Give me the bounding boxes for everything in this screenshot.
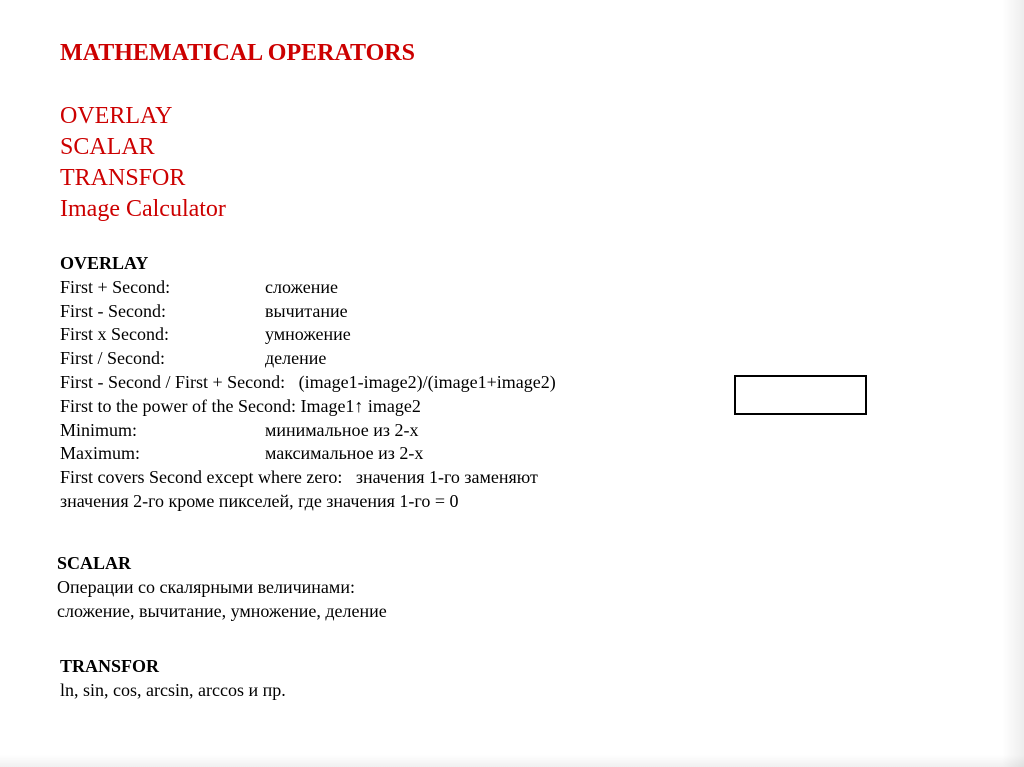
transfor-functions: ln, sin, cos, arcsin, arccos и пр. (60, 679, 286, 700)
scalar-operations: сложение, вычитание, умножение, деление (57, 600, 387, 621)
slide-title: MATHEMATICAL OPERATORS (60, 40, 415, 66)
scalar-heading: SCALAR (57, 553, 132, 573)
transfor-section (60, 655, 286, 703)
operator-label: First x Second: (60, 324, 170, 345)
slide-shadow-right (1002, 0, 1024, 767)
overlay-row (60, 323, 556, 347)
operator-description: вычитание (265, 300, 348, 321)
scalar-section (57, 552, 387, 623)
scalar-line: Операции со скалярными величинами: (57, 576, 355, 597)
overlay-section (60, 252, 556, 514)
covers-line-continued: значения 2-го кроме пикселей, где значения 1-го = 0 (60, 490, 459, 511)
operator-description: минимальное из 2-х (265, 419, 419, 440)
operator-label: First + Second: (60, 276, 171, 297)
operator-description: сложение (265, 276, 338, 297)
operator-label: Minimum: (60, 419, 138, 440)
operator-label: First / Second: (60, 348, 166, 369)
operator-description: максимальное из 2-х (265, 443, 424, 464)
covers-line: First covers Second except where zero: значения 1-го заменяют (60, 467, 538, 488)
overlay-heading: OVERLAY (60, 253, 149, 273)
power-line: First to the power of the Second: Image1↑ image2 (60, 395, 421, 416)
operator-label: Maximum: (60, 443, 140, 464)
empty-rectangle (734, 375, 867, 415)
overlay-row (60, 300, 556, 324)
operator-description: деление (265, 348, 327, 369)
topic-image-calculator: Image Calculator (60, 196, 226, 222)
ratio-line: First - Second / First + Second: (image1-image2)/(image1+image2) (60, 371, 556, 392)
topic-overlay: OVERLAY (60, 103, 173, 129)
overlay-row (60, 347, 556, 371)
overlay-row (60, 442, 556, 466)
operator-description: умножение (265, 324, 351, 345)
overlay-row (60, 276, 556, 300)
topic-transfor: TRANSFOR (60, 165, 186, 191)
overlay-row (60, 419, 556, 443)
topic-list (60, 101, 226, 225)
topic-scalar: SCALAR (60, 134, 155, 160)
operator-label: First - Second: (60, 300, 166, 321)
slide-shadow-bottom (0, 755, 1024, 767)
transfor-heading: TRANSFOR (60, 656, 160, 676)
